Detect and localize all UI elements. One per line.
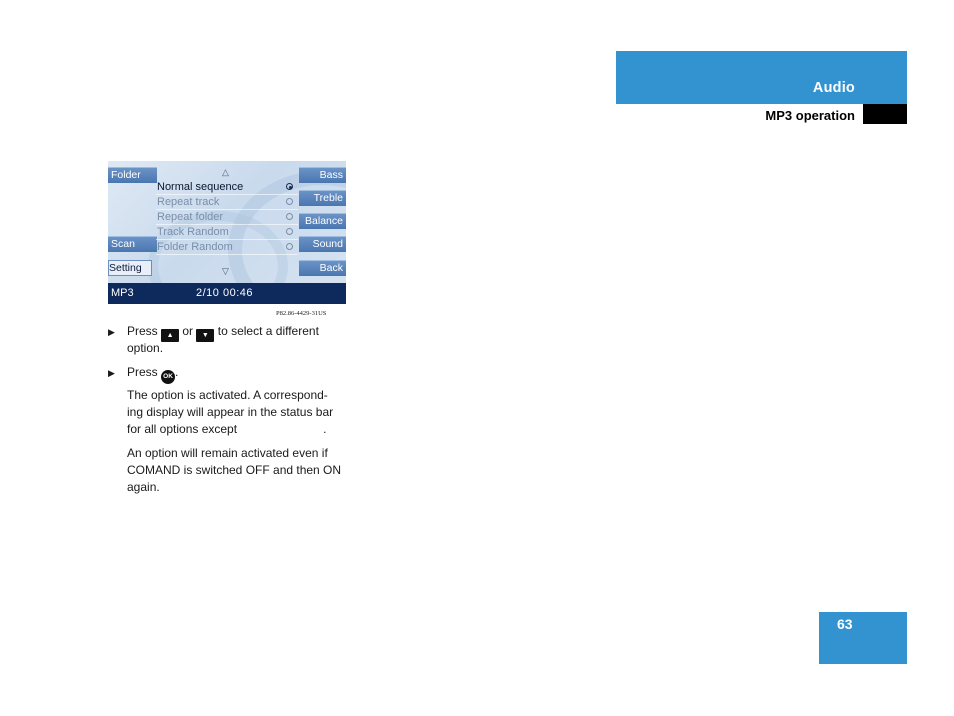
text-line: ing display will appear in the status bar	[127, 405, 334, 419]
option-label: Folder Random	[157, 241, 233, 253]
screen-button-treble: Treble	[299, 190, 346, 206]
step-text: or	[182, 324, 194, 338]
comand-screen-figure	[108, 161, 346, 304]
bullet-arrow-icon: ▶	[108, 327, 115, 337]
figure-code: P82.86-4429-31US	[276, 310, 327, 317]
instruction-step-1-cont: option.	[127, 341, 164, 355]
screen-button-bass: Bass	[299, 167, 346, 183]
text-line: for all options except .	[127, 422, 327, 436]
radio-empty-icon	[286, 228, 293, 235]
screen-button-sound: Sound	[299, 236, 346, 252]
screen-button-balance: Balance	[299, 213, 346, 229]
down-key-icon: ▼	[196, 329, 214, 342]
step-text: to select a different	[217, 324, 319, 338]
option-item	[156, 210, 298, 225]
option-list	[156, 180, 298, 255]
screen-button-back: Back	[299, 260, 346, 276]
chapter-tab	[616, 51, 907, 104]
screen-button-folder: Folder	[108, 167, 157, 183]
section-marker	[863, 104, 907, 124]
option-label: Normal sequence	[157, 181, 244, 193]
section-title: MP3 operation	[765, 108, 855, 123]
section-row	[616, 104, 907, 124]
option-item	[156, 225, 298, 240]
text-line: again.	[127, 480, 160, 494]
text-line: An option will remain activated even if	[127, 446, 328, 460]
screen-button-setting: Setting	[108, 260, 152, 276]
chapter-title: Audio	[812, 80, 855, 96]
option-label: Repeat track	[157, 196, 220, 208]
text-line: The option is activated. A correspond-	[127, 388, 328, 402]
radio-empty-icon	[286, 213, 293, 220]
scroll-up-icon: △	[222, 167, 229, 177]
bullet-arrow-icon: ▶	[108, 368, 115, 378]
status-track-time: 2/10 00:46	[196, 287, 253, 299]
option-label: Track Random	[157, 226, 229, 238]
page-number: 63	[837, 616, 853, 632]
radio-empty-icon	[286, 243, 293, 250]
step-text: Press	[127, 324, 158, 338]
result-paragraph	[127, 387, 333, 438]
option-label: Repeat folder	[157, 211, 224, 223]
radio-selected-icon	[286, 183, 293, 190]
option-item	[156, 180, 298, 195]
option-item	[156, 195, 298, 210]
step-text: Press	[127, 365, 158, 379]
text-line: COMAND is switched OFF and then ON	[127, 463, 342, 477]
status-source: MP3	[111, 287, 134, 299]
note-paragraph	[127, 445, 341, 496]
up-key-icon: ▲	[161, 329, 179, 342]
scroll-down-icon: ▽	[222, 266, 229, 276]
option-item	[156, 240, 298, 255]
page-number-box	[819, 612, 907, 664]
screen-button-scan: Scan	[108, 236, 157, 252]
ok-button-icon: OK	[161, 370, 175, 384]
instruction-step-2: Press OK .	[127, 364, 178, 384]
radio-empty-icon	[286, 198, 293, 205]
screen-status-bar	[108, 283, 346, 304]
